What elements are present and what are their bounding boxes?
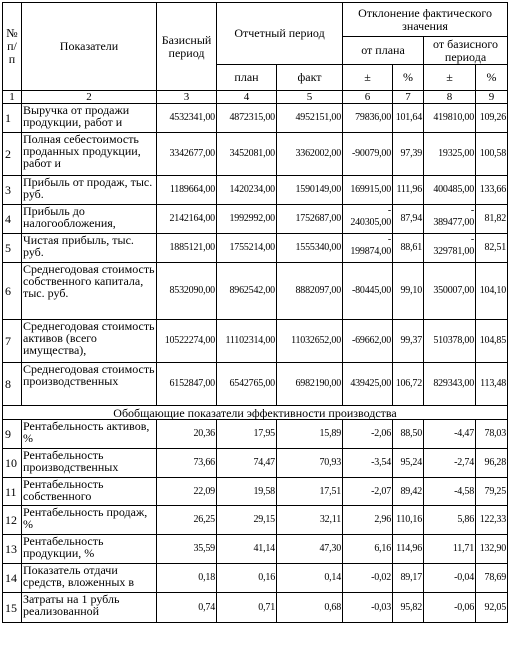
deviation-base-pct: 133,66 — [476, 176, 508, 205]
header-number: № п/п — [3, 3, 22, 91]
plan-value: 74,47 — [217, 449, 277, 478]
deviation-plan-abs: 439425,00 — [343, 363, 393, 406]
indicator-label: Рентабельность производственных — [23, 449, 119, 474]
base-value: 10522274,00 — [157, 320, 217, 363]
deviation-plan-abs: - 240305,00 — [343, 205, 393, 234]
base-value: 0,74 — [157, 593, 217, 623]
header-indicator: Показатели — [22, 3, 157, 91]
header-deviation: Отклонение фактического значения — [343, 3, 508, 37]
header-fact: факт — [277, 65, 343, 91]
deviation-base-abs: -4,47 — [424, 420, 476, 449]
indicator-cell — [22, 535, 157, 564]
table-row — [3, 133, 508, 176]
deviation-base-pct: 92,05 — [476, 593, 508, 623]
base-value: 26,25 — [157, 506, 217, 535]
column-number: 3 — [157, 91, 217, 104]
row-number: 2 — [3, 133, 22, 176]
deviation-base-abs: 400485,00 — [424, 176, 476, 205]
plan-value: 4872315,00 — [217, 104, 277, 133]
deviation-base-abs: 829343,00 — [424, 363, 476, 406]
row-number: 9 — [3, 420, 22, 449]
deviation-plan-pct: 97,39 — [393, 133, 424, 176]
indicator-cell — [22, 320, 157, 363]
indicator-label: Полная себестоимость проданных продукции, работ и — [23, 133, 141, 170]
plan-value: 11102314,00 — [217, 320, 277, 363]
deviation-base-pct: 81,82 — [476, 205, 508, 234]
indicator-cell — [22, 506, 157, 535]
indicator-cell — [22, 420, 157, 449]
deviation-plan-abs: 6,16 — [343, 535, 393, 564]
header-plan-abs: ± — [343, 65, 393, 91]
deviation-plan-pct: 89,42 — [393, 478, 424, 506]
indicator-cell — [22, 104, 157, 133]
fact-value: 17,51 — [277, 478, 343, 506]
fact-value: 47,30 — [277, 535, 343, 564]
fact-value: 0,68 — [277, 593, 343, 623]
fact-value: 70,93 — [277, 449, 343, 478]
deviation-plan-abs: -0,02 — [343, 564, 393, 593]
fact-value: 3362002,00 — [277, 133, 343, 176]
plan-value: 29,15 — [217, 506, 277, 535]
column-number: 7 — [393, 91, 424, 104]
deviation-base-pct: 113,48 — [476, 363, 508, 406]
deviation-base-abs: 510378,00 — [424, 320, 476, 363]
fact-value: 15,89 — [277, 420, 343, 449]
table-row — [3, 263, 508, 320]
indicator-cell — [22, 478, 157, 506]
fact-value: 32,11 — [277, 506, 343, 535]
base-value: 1885121,00 — [157, 234, 217, 263]
indicator-label: Прибыль до налогообложения, — [23, 205, 116, 230]
deviation-plan-abs: -80445,00 — [343, 263, 393, 320]
deviation-plan-abs: 2,96 — [343, 506, 393, 535]
plan-value: 17,95 — [217, 420, 277, 449]
row-number: 11 — [3, 478, 22, 506]
base-value: 35,59 — [157, 535, 217, 564]
row-number: 6 — [3, 263, 22, 320]
header-report-period: Отчетный период — [217, 3, 343, 65]
deviation-plan-abs: -0,03 — [343, 593, 393, 623]
indicator-label: Среднегодовая стоимость собственного капитала, тыс. руб. — [23, 263, 155, 300]
row-number: 14 — [3, 564, 22, 593]
deviation-plan-abs: -2,07 — [343, 478, 393, 506]
table-row — [3, 234, 508, 263]
deviation-base-pct: 104,85 — [476, 320, 508, 363]
header-plan: план — [217, 65, 277, 91]
table-row — [3, 320, 508, 363]
table-row — [3, 506, 508, 535]
header-from-plan: от плана — [343, 37, 424, 65]
plan-value: 19,58 — [217, 478, 277, 506]
base-value: 20,36 — [157, 420, 217, 449]
deviation-plan-abs: -90079,00 — [343, 133, 393, 176]
indicator-label: Выручка от продажи продукции, работ и — [23, 104, 130, 129]
column-number: 9 — [476, 91, 508, 104]
column-number: 5 — [277, 91, 343, 104]
indicator-label: Среднегодовая стоимость активов (всего имущества), — [23, 320, 155, 357]
deviation-base-pct: 100,58 — [476, 133, 508, 176]
plan-value: 6542765,00 — [217, 363, 277, 406]
indicator-label: Прибыль от продаж, тыс. руб. — [23, 176, 153, 201]
fact-value: 11032652,00 — [277, 320, 343, 363]
fact-value: 4952151,00 — [277, 104, 343, 133]
deviation-plan-pct: 111,96 — [393, 176, 424, 205]
indicator-cell — [22, 263, 157, 320]
row-number: 4 — [3, 205, 22, 234]
deviation-base-abs: -0,06 — [424, 593, 476, 623]
indicator-cell — [22, 593, 157, 623]
indicator-label: Рентабельность продаж, % — [23, 506, 148, 531]
indicator-label: Показатель отдачи средств, вложенных в — [23, 564, 135, 589]
indicator-cell — [22, 234, 157, 263]
plan-value: 3452081,00 — [217, 133, 277, 176]
indicator-cell — [22, 363, 157, 406]
row-number: 13 — [3, 535, 22, 564]
deviation-base-abs: 19325,00 — [424, 133, 476, 176]
table-row — [3, 478, 508, 506]
deviation-plan-pct: 101,64 — [393, 104, 424, 133]
deviation-base-abs: 419810,00 — [424, 104, 476, 133]
base-value: 22,09 — [157, 478, 217, 506]
deviation-plan-abs: - 199874,00 — [343, 234, 393, 263]
plan-value: 1755214,00 — [217, 234, 277, 263]
table-row — [3, 205, 508, 234]
deviation-base-pct: 104,10 — [476, 263, 508, 320]
deviation-plan-pct: 88,50 — [393, 420, 424, 449]
efficiency-table — [2, 2, 508, 623]
plan-value: 0,16 — [217, 564, 277, 593]
column-number: 1 — [3, 91, 22, 104]
header-from-base: от базисного периода — [424, 37, 508, 65]
indicator-label: Рентабельность продукции, % — [23, 535, 104, 560]
deviation-base-abs: -4,58 — [424, 478, 476, 506]
row-number: 15 — [3, 593, 22, 623]
indicator-cell — [22, 564, 157, 593]
row-number: 1 — [3, 104, 22, 133]
deviation-plan-pct: 88,61 — [393, 234, 424, 263]
base-value: 0,18 — [157, 564, 217, 593]
column-number: 2 — [22, 91, 157, 104]
deviation-plan-abs: -3,54 — [343, 449, 393, 478]
deviation-plan-pct: 106,72 — [393, 363, 424, 406]
header-base-pct: % — [476, 65, 508, 91]
table-row — [3, 104, 508, 133]
row-number: 5 — [3, 234, 22, 263]
column-numbers-row — [3, 91, 508, 104]
deviation-base-abs: 11,71 — [424, 535, 476, 564]
base-value: 8532090,00 — [157, 263, 217, 320]
deviation-base-pct: 96,28 — [476, 449, 508, 478]
fact-value: 6982190,00 — [277, 363, 343, 406]
base-value: 2142164,00 — [157, 205, 217, 234]
base-value: 3342677,00 — [157, 133, 217, 176]
indicator-cell — [22, 449, 157, 478]
deviation-base-abs: -0,04 — [424, 564, 476, 593]
deviation-base-pct: 109,26 — [476, 104, 508, 133]
deviation-base-pct: 82,51 — [476, 234, 508, 263]
fact-value: 0,14 — [277, 564, 343, 593]
section-title: Обобщающие показатели эффективности производства — [3, 406, 508, 420]
deviation-base-pct: 132,90 — [476, 535, 508, 564]
deviation-base-abs: 350007,00 — [424, 263, 476, 320]
table-row — [3, 420, 508, 449]
deviation-base-abs: -2,74 — [424, 449, 476, 478]
plan-value: 8962542,00 — [217, 263, 277, 320]
row-number: 7 — [3, 320, 22, 363]
base-value: 6152847,00 — [157, 363, 217, 406]
table-row — [3, 363, 508, 406]
table-row — [3, 564, 508, 593]
base-value: 73,66 — [157, 449, 217, 478]
deviation-base-pct: 78,69 — [476, 564, 508, 593]
deviation-plan-abs: 169915,00 — [343, 176, 393, 205]
indicator-label: Рентабельность активов, % — [23, 420, 150, 445]
row-number: 12 — [3, 506, 22, 535]
deviation-plan-pct: 114,96 — [393, 535, 424, 564]
deviation-plan-pct: 95,24 — [393, 449, 424, 478]
deviation-plan-pct: 99,37 — [393, 320, 424, 363]
table-row — [3, 449, 508, 478]
plan-value: 0,71 — [217, 593, 277, 623]
section-row — [3, 406, 508, 420]
column-number: 4 — [217, 91, 277, 104]
plan-value: 41,14 — [217, 535, 277, 564]
fact-value: 8882097,00 — [277, 263, 343, 320]
deviation-base-pct: 122,33 — [476, 506, 508, 535]
deviation-plan-pct: 99,10 — [393, 263, 424, 320]
base-value: 4532341,00 — [157, 104, 217, 133]
table-row — [3, 593, 508, 623]
indicator-cell — [22, 133, 157, 176]
column-number: 8 — [424, 91, 476, 104]
deviation-base-abs: - 329781,00 — [424, 234, 476, 263]
indicator-cell — [22, 205, 157, 234]
header-plan-pct: % — [393, 65, 424, 91]
indicator-label: Рентабельность собственного — [23, 478, 104, 503]
plan-value: 1420234,00 — [217, 176, 277, 205]
deviation-plan-abs: 79836,00 — [343, 104, 393, 133]
row-number: 3 — [3, 176, 22, 205]
fact-value: 1590149,00 — [277, 176, 343, 205]
deviation-plan-pct: 110,16 — [393, 506, 424, 535]
deviation-base-pct: 79,25 — [476, 478, 508, 506]
deviation-plan-abs: -69662,00 — [343, 320, 393, 363]
plan-value: 1992992,00 — [217, 205, 277, 234]
table-row — [3, 176, 508, 205]
deviation-base-abs: 5,86 — [424, 506, 476, 535]
row-number: 10 — [3, 449, 22, 478]
fact-value: 1555340,00 — [277, 234, 343, 263]
column-number: 6 — [343, 91, 393, 104]
fact-value: 1752687,00 — [277, 205, 343, 234]
deviation-plan-pct: 89,17 — [393, 564, 424, 593]
indicator-cell — [22, 176, 157, 205]
indicator-label: Среднегодовая стоимость производственных — [23, 363, 155, 388]
deviation-plan-pct: 95,82 — [393, 593, 424, 623]
deviation-base-pct: 78,03 — [476, 420, 508, 449]
header-base-abs: ± — [424, 65, 476, 91]
header-base-period: Базисный период — [157, 3, 217, 91]
row-number: 8 — [3, 363, 22, 406]
deviation-plan-pct: 87,94 — [393, 205, 424, 234]
indicator-label: Затраты на 1 рубль реализованной — [23, 593, 120, 618]
base-value: 1189664,00 — [157, 176, 217, 205]
table-row — [3, 535, 508, 564]
indicator-label: Чистая прибыль, тыс. руб. — [23, 234, 134, 259]
deviation-plan-abs: -2,06 — [343, 420, 393, 449]
deviation-base-abs: - 389477,00 — [424, 205, 476, 234]
